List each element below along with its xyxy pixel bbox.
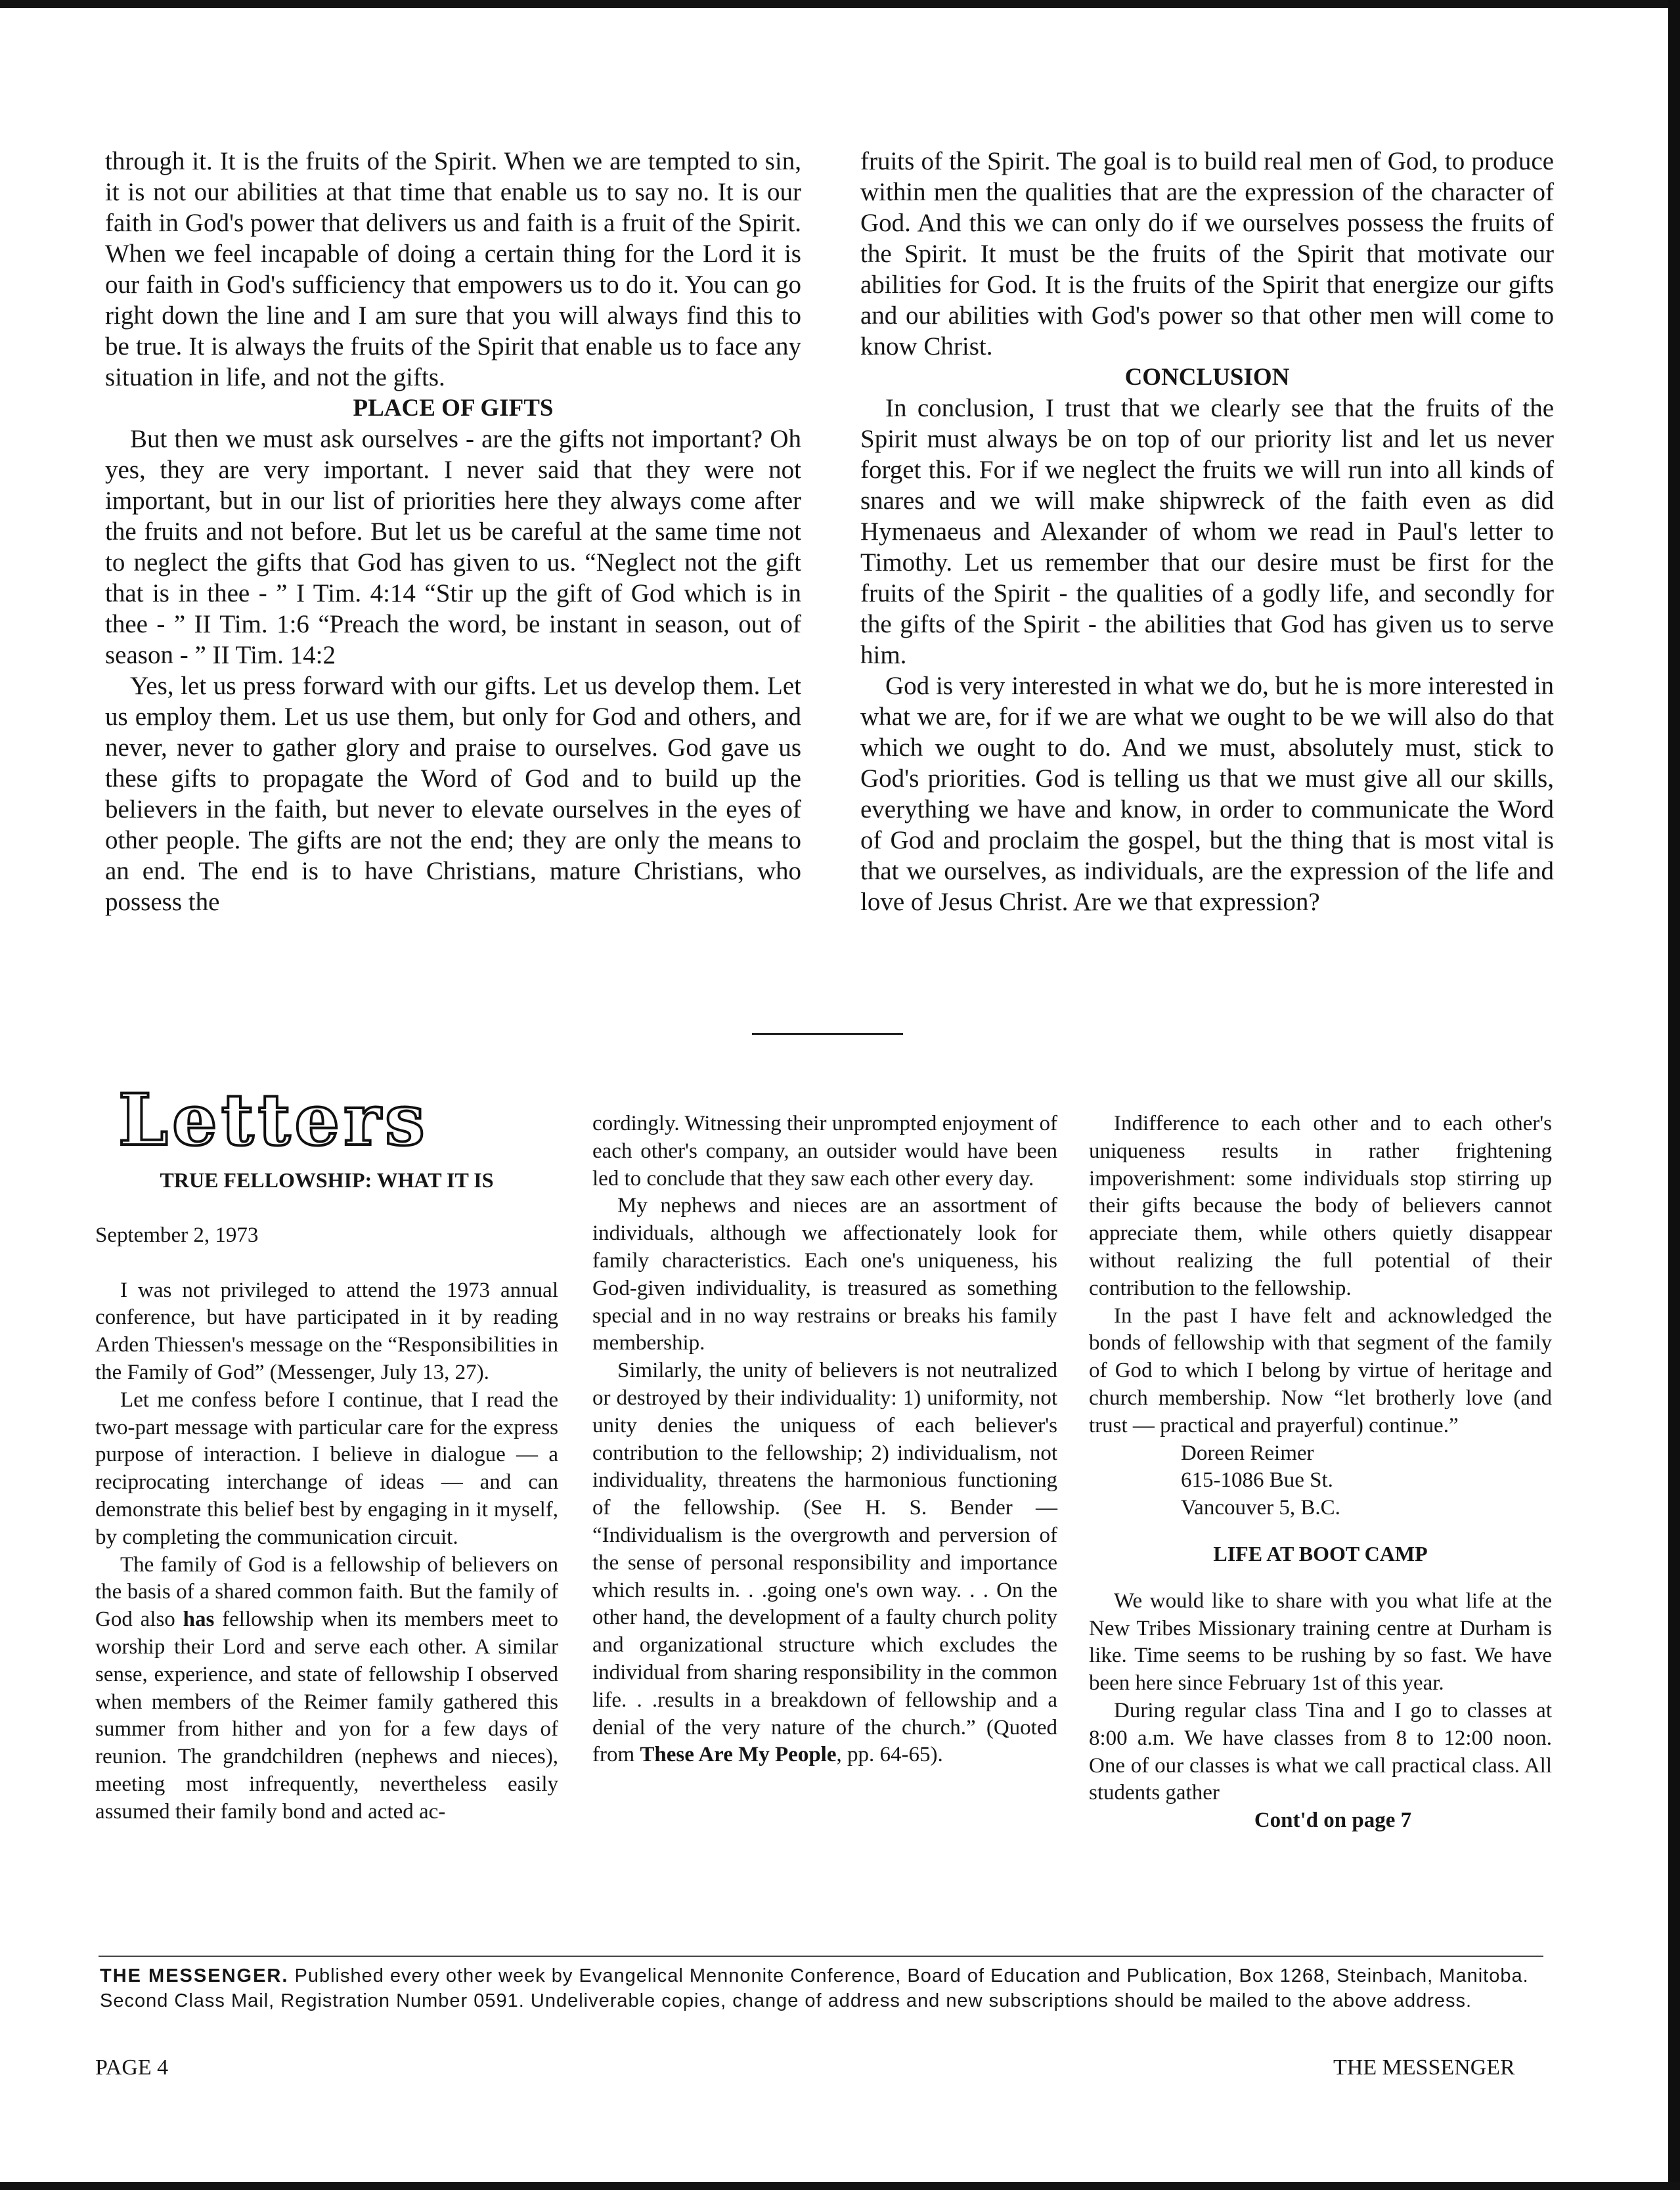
signature-name: Doreen Reimer (1181, 1441, 1314, 1465)
signature-city: Vancouver 5, B.C. (1181, 1496, 1340, 1520)
letter-title-true-fellowship: TRUE FELLOWSHIP: WHAT IT IS (160, 1168, 494, 1192)
signature-street: 615-1086 Bue St. (1181, 1468, 1333, 1493)
letter-paragraph: My nephews and nieces are an assortment of individuals, although we affectionately look for family characteristics. Each one's uniqueness, his God-given individuality, is treasured as something special and in no way restrains or breaks his family membership. (592, 1194, 1057, 1355)
letter-paragraph: We would like to share with you what life at the New Tribes Missionary training centre at Durham is like. Time seems to be rushing by so fast. We have been here since February 1st of this year. (1089, 1588, 1552, 1696)
letter-paragraph: cordingly. Witnessing their unprompted enjoyment of each other's company, an outsider would have been led to conclude that they saw each other every day. (592, 1112, 1057, 1191)
continued-notice: Cont'd on page 7 (1254, 1808, 1412, 1833)
letters-column-1 (95, 1167, 558, 1826)
letter-paragraph: In the past I have felt and acknowledged the bonds of fellowship with that segment of the family of God to which I belong by virtue of heritage and church membership. Now “let brotherly love (and trust — practical and prayerful) continue.” (1089, 1303, 1552, 1437)
letter-paragraph: During regular class Tina and I go to classes at 8:00 a.m. We have classes from 8 to 12:00 noon. One of our classes is what we call practical class. All students gather (1089, 1698, 1552, 1805)
page-number: PAGE 4 (95, 2055, 169, 2080)
footer-divider (99, 1956, 1543, 1957)
scan-bottom-border (0, 2182, 1680, 2190)
scan-top-border (0, 0, 1680, 8)
article-paragraph: fruits of the Spirit. The goal is to build real men of God, to produce within men the qualities that are the expression of the character of God. And this we can only do if we ourselves possess the fruits of the Spirit. It must be the fruits of the Spirit that motivate our abilities for God. It is the fruits of the Spirit that energize our gifts and our abilities with God's power so that other men will come to know Christ. (860, 147, 1554, 361)
article-paragraph: But then we must ask ourselves - are the gifts not important? Oh yes, they are very important. I never said that they were not important, but in our list of priorities here they always come after the fruits and not before. But let us be careful at the same time not to neglect the gifts that God has given to us. “Neglect not the gift that is in thee - ” I Tim. 4:14 “Stir up the gift of God which is in thee - ” II Tim. 1:6 “Preach the word, be instant in season, out of season - ” II Tim. 14:2 (105, 425, 801, 669)
letters-column-3 (1089, 1110, 1552, 1835)
letter-title-boot-camp: LIFE AT BOOT CAMP (1213, 1541, 1428, 1566)
scan-right-border (1668, 0, 1680, 2190)
letter-paragraph: Similarly, the unity of believers is not neutralized or destroyed by their individuality: 1) uniformity, not unity denies the uniquess of each believer's contribution to the fellowship; 2) individualism, not individuality, threatens the harmonious functioning of the fellowship. (See H. S. Bender — “Individualism is the overgrowth and perversion of the sense of personal responsibility and importance which results in. . .going one's own way. . . On the other hand, the development of a faulty church polity and organizational structure which excludes the individual from sharing responsibility in the common life. . .results in a breakdown of fellowship and a denial of the very nature of the church.” (Quoted from These Are My People, pp. 64-65). (592, 1359, 1057, 1767)
letter-paragraph: The family of God is a fellowship of believers on the basis of a shared common faith. But the family of God also has fellowship when its members meet to worship their Lord and serve each other. A similar sense, experience, and state of fellowship I observed when members of the Reimer family gathered this summer from hither and yon for a few days of reunion. The grandchildren (nephews and nieces), meeting most infrequently, nevertheless easily assumed their family bond and acted ac- (95, 1552, 558, 1824)
running-masthead: THE MESSENGER (1333, 2055, 1515, 2080)
letter-paragraph: Let me confess before I continue, that I read the two-part message with particular care for the express purpose of interaction. I believe in dialogue — a reciprocating interchange of ideas — and can demonstrate this belief best by engaging in it myself, by completing the communication circuit. (95, 1388, 558, 1549)
letter-paragraph: I was not privileged to attend the 1973 annual conference, but have participated in it by reading Arden Thiessen's message on the “Responsibilities in the Family of God” (Messenger, July 13, 27). (95, 1278, 558, 1384)
letters-column-2 (592, 1110, 1057, 1769)
article-paragraph: In conclusion, I trust that we clearly see that the fruits of the Spirit must always be on top of our priority list and let us never forget this. For if we neglect the fruits we will run into all kinds of snares and we will make shipwreck of the faith even as did Hymenaeus and Alexander of whom we read in Paul's letter to Timothy. Let us remember that our desire must be first for the fruits of the Spirit - the qualities of a godly life, and secondly for the gifts of the Spirit - the abilities that God has given us to serve him. (860, 394, 1554, 669)
section-heading-conclusion: CONCLUSION (1124, 364, 1290, 391)
publication-name: THE MESSENGER. (100, 1965, 289, 1986)
publication-notice: THE MESSENGER. Published every other week by Evangelical Mennonite Conference, Board of Education and Publication, Box 1268, Steinbach, Manitoba. Second Class Mail, Registration Number 0591. Undeliverable copies, change of address and new subscriptions should be mailed to the above address. (100, 1965, 1529, 2011)
article-paragraph: God is very interested in what we do, but he is more interested in what we are, for if we are what we ought to be we will also do that which we ought to do. And we must, absolutely must, stick to God's priorities. God is telling us that we must give all our skills, everything we have and know, in order to communicate the Word of God and proclaim the gospel, but the thing that is most vital is that we ourselves, as individuals, are the expression of the life and love of Jesus Christ. Are we that expression? (860, 672, 1554, 916)
article-paragraph: through it. It is the fruits of the Spirit. When we are tempted to sin, it is not our abilities at that time that enable us to say no. It is our faith in God's power that delivers us and faith is a fruit of the Spirit. When we feel incapable of doing a certain thing for the Lord it is our faith in God's sufficiency that empowers us to do it. You can go right down the line and I am sure that you will always find this to be true. It is always the fruits of the Spirit that enable us to face any situation in life, and not the gifts. (105, 147, 801, 391)
article-column-right (860, 146, 1554, 917)
section-divider (752, 1033, 903, 1035)
letter-paragraph: Indifference to each other and to each other's uniqueness results in rather frightening impoverishment: some individuals stop stirring up their gifts because the body of believers cannot appreciate them, while others quietly disappear without realizing the full potential of their contribution to the fellowship. (1089, 1112, 1552, 1300)
section-heading-place-of-gifts: PLACE OF GIFTS (353, 395, 554, 422)
letter-date: September 2, 1973 (95, 1223, 259, 1247)
article-paragraph: Yes, let us press forward with our gifts. Let us develop them. Let us employ them. Let us use them, but only for God and others, and never, never to gather glory and praise to ourselves. God gave us these gifts to propagate the Word of God and to build up the believers in the faith, but never to elevate ourselves in the eyes of other people. The gifts are not the end; they are only the means to an end. The end is to have Christians, mature Christians, who possess the (105, 672, 801, 916)
article-column-left (105, 146, 801, 917)
letters-heading: Letters (118, 1079, 429, 1162)
